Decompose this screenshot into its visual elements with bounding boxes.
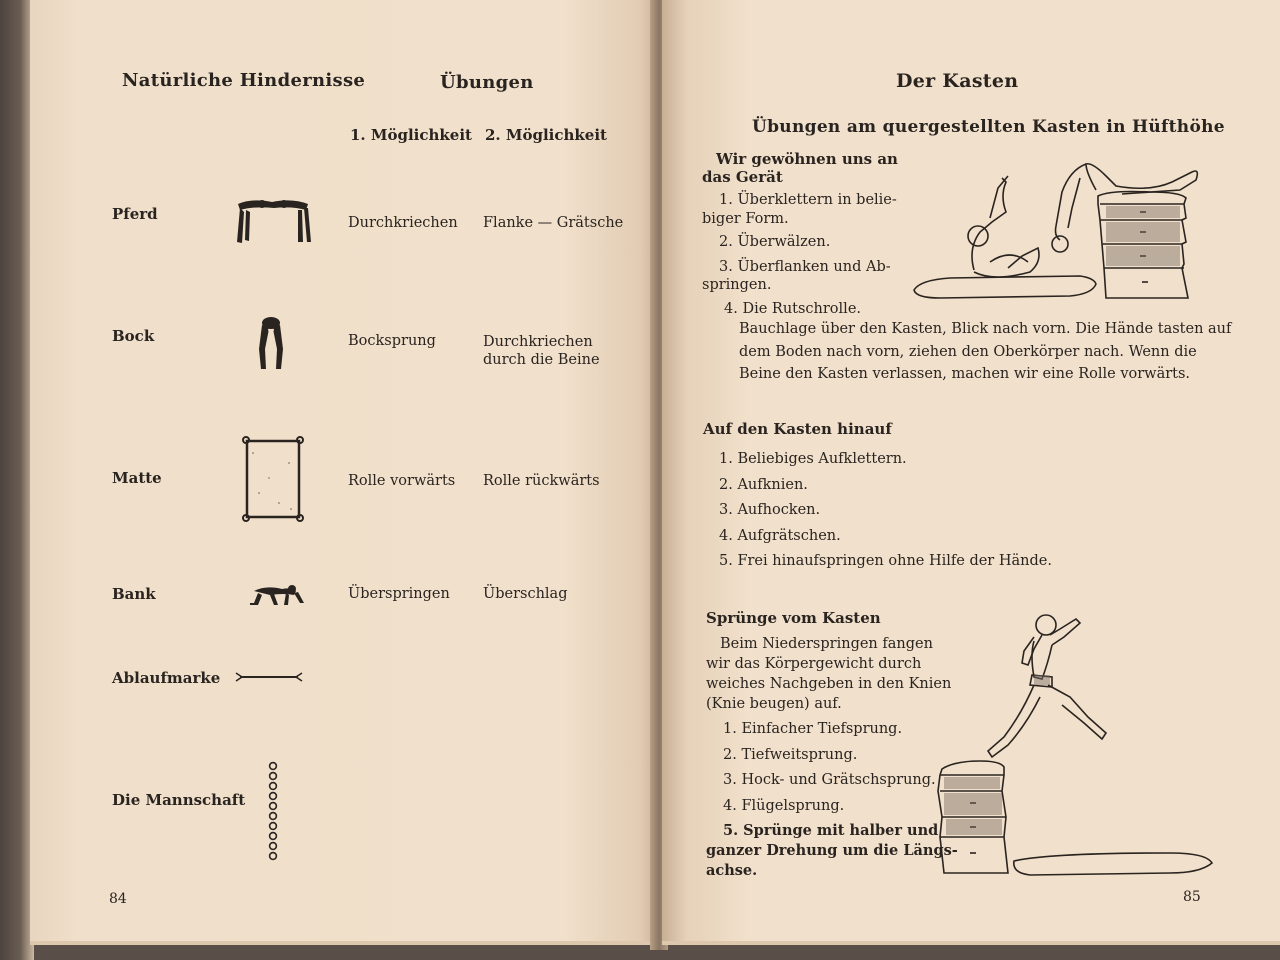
section1-desc-line3: Beine den Kasten verlassen, machen wir eine Rolle vorwärts. [739, 366, 1191, 382]
section1-item1-line2: biger Form. [702, 211, 789, 227]
page-number-right: 85 [1183, 889, 1201, 905]
bank-option-2: Überschlag [483, 586, 568, 602]
kasten-jump-illustration [930, 605, 1220, 885]
section1-item3-line2: springen. [702, 277, 772, 293]
section3-item5-line2: ganzer Drehung um die Längs- [706, 842, 958, 859]
right-title: Der Kasten [896, 70, 1019, 92]
section1-desc-line1: Bauchlage über den Kasten, Blick nach vorn. Die Hände tasten auf [739, 321, 1232, 337]
row-label-mannschaft: Die Mannschaft [112, 791, 246, 809]
list-item: 3. Hock- und Grätschsprung. [723, 772, 936, 788]
section1-heading-line1: Wir gewöhnen uns an [716, 150, 898, 168]
section3-item5-line3: achse. [706, 862, 758, 879]
row-label-bank: Bank [112, 585, 156, 603]
column-header-1: 1. Möglichkeit [350, 126, 472, 144]
pferd-option-1: Durchkriechen [348, 215, 458, 231]
section3-intro-line1: Beim Niederspringen fangen [720, 636, 933, 652]
section3-intro-line3: weiches Nachgeben in den Knien [706, 676, 952, 692]
list-item: 5. Frei hinaufspringen ohne Hilfe der Hände. [719, 553, 1052, 569]
bock-option-1: Bocksprung [348, 333, 436, 349]
section3-intro-line4: (Knie beugen) auf. [706, 696, 842, 712]
pferd-option-2: Flanke — Grätsche [483, 215, 624, 231]
row-label-matte: Matte [112, 469, 162, 487]
section1-item1-line1: 1. Überklettern in belie- [719, 192, 897, 208]
bank-figure-icon [248, 581, 306, 609]
section1-item4: 4. Die Rutschrolle. [724, 301, 862, 317]
list-item: 1. Einfacher Tiefsprung. [723, 721, 903, 737]
section1-item2: 2. Überwälzen. [719, 234, 831, 250]
list-item: 1. Beliebiges Aufklettern. [719, 451, 907, 467]
matte-option-2: Rolle rückwärts [483, 473, 600, 489]
column-header-2: 2. Möglichkeit [485, 126, 607, 144]
ablaufmarke-line-icon [234, 670, 304, 684]
bock-option-2b: durch die Beine [483, 352, 600, 368]
matte-icon [239, 433, 307, 525]
section3-item5-line1: 5. Sprünge mit halber und [723, 822, 939, 839]
bock-option-2a: Durchkriechen [483, 334, 593, 350]
section2-heading: Auf den Kasten hinauf [703, 420, 892, 438]
section3-list [723, 717, 936, 819]
list-item: 2. Tiefweitsprung. [723, 746, 858, 763]
row-label-bock: Bock [112, 327, 155, 345]
row-label-ablaufmarke: Ablaufmarke [112, 669, 221, 687]
bock-figure-icon [256, 315, 286, 373]
kasten-rolling-illustration [910, 152, 1200, 304]
left-title-hindernisse: Natürliche Hindernisse [122, 70, 366, 91]
bank-option-1: Überspringen [348, 586, 450, 602]
right-subtitle: Übungen am quergestellten Kasten in Hüfthöhe [752, 117, 1225, 137]
pferd-figure-icon [232, 196, 314, 248]
list-item: 2. Aufknien. [719, 476, 808, 493]
section2-list [719, 447, 1052, 575]
section3-heading: Sprünge vom Kasten [706, 609, 881, 627]
list-item: 3. Aufhocken. [719, 502, 821, 518]
row-label-pferd: Pferd [112, 205, 158, 223]
section1-heading-line2: das Gerät [702, 168, 783, 186]
list-item: 4. Aufgrätschen. [719, 527, 841, 544]
section1-desc-line2: dem Boden nach vorn, ziehen den Oberkörper nach. Wenn die [739, 344, 1197, 360]
mannschaft-circles-icon [266, 760, 280, 862]
page-number-left: 84 [109, 891, 127, 907]
section3-intro-line2: wir das Körpergewicht durch [706, 656, 922, 672]
left-title-uebungen: Übungen [440, 72, 534, 93]
matte-option-1: Rolle vorwärts [348, 473, 456, 489]
book-edge [0, 0, 34, 960]
section1-item3-line1: 3. Überflanken und Ab- [719, 259, 891, 275]
list-item: 4. Flügelsprung. [723, 797, 845, 814]
